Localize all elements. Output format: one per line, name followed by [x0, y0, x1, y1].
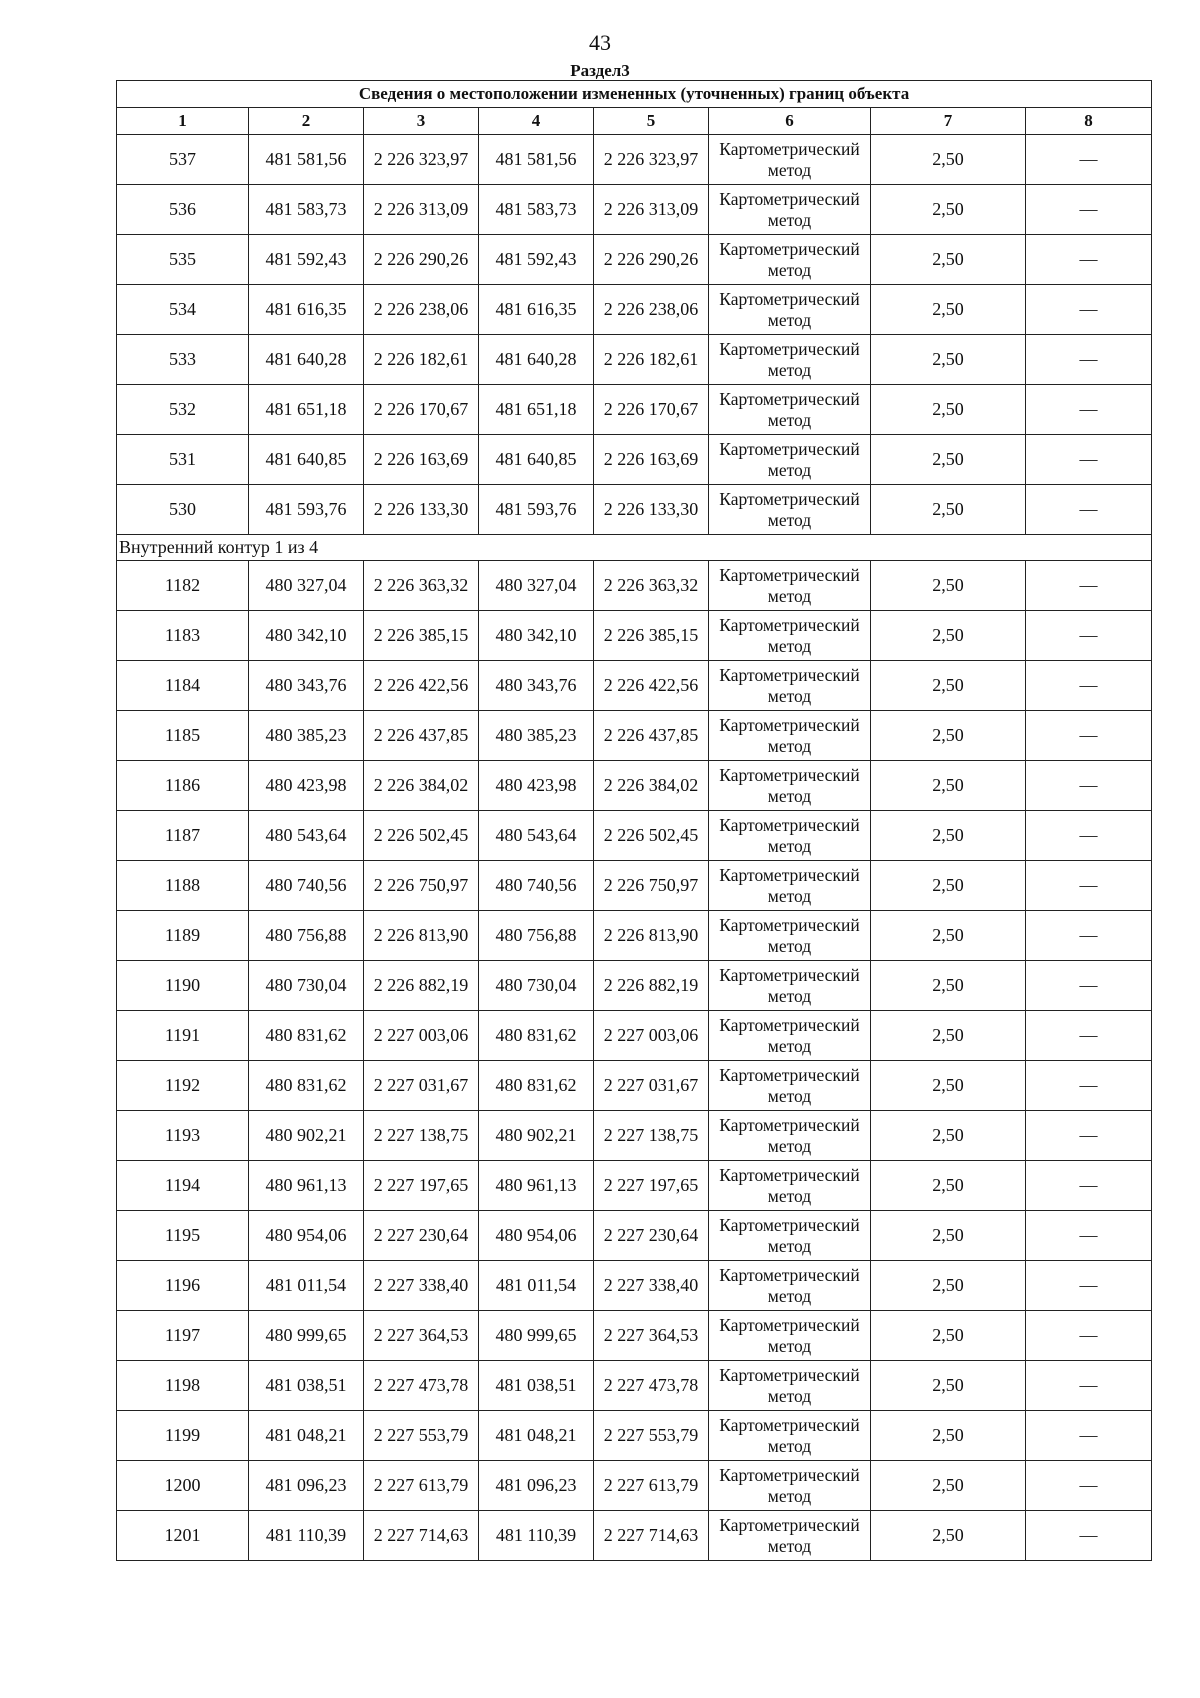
y-existing-cell: 2 226 813,90 [364, 911, 479, 961]
x-new-cell: 481 640,28 [479, 335, 594, 385]
accuracy-cell: 2,50 [871, 561, 1026, 611]
accuracy-cell: 2,50 [871, 661, 1026, 711]
y-new-cell: 2 226 238,06 [594, 285, 709, 335]
description-cell: — [1026, 661, 1152, 711]
description-cell: — [1026, 335, 1152, 385]
method-cell: Картометрический метод [709, 761, 871, 811]
x-existing-cell: 480 831,62 [249, 1061, 364, 1111]
description-cell: — [1026, 561, 1152, 611]
accuracy-cell: 2,50 [871, 1261, 1026, 1311]
description-cell: — [1026, 1211, 1152, 1261]
x-existing-cell: 480 343,76 [249, 661, 364, 711]
table-row [117, 1511, 1152, 1561]
point-number-cell: 1184 [117, 661, 249, 711]
table-caption: Сведения о местоположении измененных (уточненных) границ объекта [117, 81, 1152, 108]
y-existing-cell: 2 227 197,65 [364, 1161, 479, 1211]
method-cell: Картометрический метод [709, 1511, 871, 1561]
x-existing-cell: 480 730,04 [249, 961, 364, 1011]
accuracy-cell: 2,50 [871, 911, 1026, 961]
x-new-cell: 481 616,35 [479, 285, 594, 335]
x-existing-cell: 481 110,39 [249, 1511, 364, 1561]
point-number-cell: 1199 [117, 1411, 249, 1461]
x-existing-cell: 481 592,43 [249, 235, 364, 285]
description-cell: — [1026, 761, 1152, 811]
x-new-cell: 480 954,06 [479, 1211, 594, 1261]
method-cell: Картометрический метод [709, 285, 871, 335]
column-number-row [117, 108, 1152, 135]
method-cell: Картометрический метод [709, 485, 871, 535]
column-number: 2 [249, 108, 364, 135]
x-existing-cell: 481 593,76 [249, 485, 364, 535]
y-existing-cell: 2 227 031,67 [364, 1061, 479, 1111]
x-new-cell: 481 592,43 [479, 235, 594, 285]
point-number-cell: 532 [117, 385, 249, 435]
table-row [117, 135, 1152, 185]
x-existing-cell: 481 096,23 [249, 1461, 364, 1511]
method-cell: Картометрический метод [709, 1411, 871, 1461]
description-cell: — [1026, 385, 1152, 435]
accuracy-cell: 2,50 [871, 611, 1026, 661]
point-number-cell: 534 [117, 285, 249, 335]
x-existing-cell: 480 831,62 [249, 1011, 364, 1061]
column-number: 4 [479, 108, 594, 135]
boundary-table [116, 80, 1152, 1561]
point-number-cell: 1185 [117, 711, 249, 761]
method-cell: Картометрический метод [709, 861, 871, 911]
accuracy-cell: 2,50 [871, 385, 1026, 435]
method-cell: Картометрический метод [709, 335, 871, 385]
method-cell: Картометрический метод [709, 1211, 871, 1261]
point-number-cell: 531 [117, 435, 249, 485]
x-new-cell: 481 048,21 [479, 1411, 594, 1461]
accuracy-cell: 2,50 [871, 285, 1026, 335]
accuracy-cell: 2,50 [871, 811, 1026, 861]
point-number-cell: 1194 [117, 1161, 249, 1211]
x-new-cell: 480 730,04 [479, 961, 594, 1011]
x-existing-cell: 480 961,13 [249, 1161, 364, 1211]
description-cell: — [1026, 235, 1152, 285]
y-existing-cell: 2 226 313,09 [364, 185, 479, 235]
accuracy-cell: 2,50 [871, 861, 1026, 911]
table-body [117, 81, 1152, 1561]
method-cell: Картометрический метод [709, 1011, 871, 1061]
description-cell: — [1026, 711, 1152, 761]
table-row [117, 661, 1152, 711]
y-new-cell: 2 226 385,15 [594, 611, 709, 661]
y-existing-cell: 2 227 714,63 [364, 1511, 479, 1561]
x-new-cell: 480 999,65 [479, 1311, 594, 1361]
x-existing-cell: 480 999,65 [249, 1311, 364, 1361]
y-new-cell: 2 226 363,32 [594, 561, 709, 611]
table-row [117, 911, 1152, 961]
y-new-cell: 2 227 197,65 [594, 1161, 709, 1211]
column-number: 3 [364, 108, 479, 135]
x-existing-cell: 481 581,56 [249, 135, 364, 185]
description-cell: — [1026, 1011, 1152, 1061]
accuracy-cell: 2,50 [871, 435, 1026, 485]
y-new-cell: 2 226 163,69 [594, 435, 709, 485]
x-new-cell: 481 583,73 [479, 185, 594, 235]
y-new-cell: 2 227 364,53 [594, 1311, 709, 1361]
y-existing-cell: 2 226 502,45 [364, 811, 479, 861]
table-row [117, 1061, 1152, 1111]
x-existing-cell: 481 048,21 [249, 1411, 364, 1461]
table-row [117, 561, 1152, 611]
point-number-cell: 1187 [117, 811, 249, 861]
x-existing-cell: 480 902,21 [249, 1111, 364, 1161]
description-cell: — [1026, 485, 1152, 535]
method-cell: Картометрический метод [709, 811, 871, 861]
table-row [117, 1211, 1152, 1261]
description-cell: — [1026, 1411, 1152, 1461]
x-new-cell: 481 096,23 [479, 1461, 594, 1511]
x-new-cell: 480 327,04 [479, 561, 594, 611]
table-row [117, 435, 1152, 485]
accuracy-cell: 2,50 [871, 961, 1026, 1011]
accuracy-cell: 2,50 [871, 1161, 1026, 1211]
point-number-cell: 1201 [117, 1511, 249, 1561]
table-row [117, 711, 1152, 761]
description-cell: — [1026, 611, 1152, 661]
description-cell: — [1026, 135, 1152, 185]
table-row [117, 1111, 1152, 1161]
table-row [117, 861, 1152, 911]
point-number-cell: 1186 [117, 761, 249, 811]
method-cell: Картометрический метод [709, 1061, 871, 1111]
y-new-cell: 2 226 384,02 [594, 761, 709, 811]
y-existing-cell: 2 226 882,19 [364, 961, 479, 1011]
table-row [117, 485, 1152, 535]
y-new-cell: 2 226 502,45 [594, 811, 709, 861]
accuracy-cell: 2,50 [871, 1361, 1026, 1411]
y-new-cell: 2 226 170,67 [594, 385, 709, 435]
method-cell: Картометрический метод [709, 135, 871, 185]
x-existing-cell: 480 385,23 [249, 711, 364, 761]
y-new-cell: 2 227 613,79 [594, 1461, 709, 1511]
accuracy-cell: 2,50 [871, 135, 1026, 185]
y-existing-cell: 2 227 553,79 [364, 1411, 479, 1461]
point-number-cell: 535 [117, 235, 249, 285]
y-new-cell: 2 226 882,19 [594, 961, 709, 1011]
accuracy-cell: 2,50 [871, 1061, 1026, 1111]
y-existing-cell: 2 227 230,64 [364, 1211, 479, 1261]
method-cell: Картометрический метод [709, 561, 871, 611]
point-number-cell: 536 [117, 185, 249, 235]
method-cell: Картометрический метод [709, 611, 871, 661]
point-number-cell: 1191 [117, 1011, 249, 1061]
y-new-cell: 2 226 133,30 [594, 485, 709, 535]
y-existing-cell: 2 226 133,30 [364, 485, 479, 535]
method-cell: Картометрический метод [709, 1461, 871, 1511]
x-existing-cell: 481 583,73 [249, 185, 364, 235]
y-new-cell: 2 227 138,75 [594, 1111, 709, 1161]
y-existing-cell: 2 226 437,85 [364, 711, 479, 761]
x-existing-cell: 481 011,54 [249, 1261, 364, 1311]
table-row [117, 811, 1152, 861]
x-new-cell: 481 640,85 [479, 435, 594, 485]
y-existing-cell: 2 227 138,75 [364, 1111, 479, 1161]
point-number-cell: 1195 [117, 1211, 249, 1261]
description-cell: — [1026, 185, 1152, 235]
y-existing-cell: 2 226 238,06 [364, 285, 479, 335]
x-new-cell: 480 385,23 [479, 711, 594, 761]
accuracy-cell: 2,50 [871, 1211, 1026, 1261]
x-new-cell: 481 651,18 [479, 385, 594, 435]
description-cell: — [1026, 1061, 1152, 1111]
y-new-cell: 2 226 313,09 [594, 185, 709, 235]
point-number-cell: 530 [117, 485, 249, 535]
column-number: 8 [1026, 108, 1152, 135]
y-new-cell: 2 226 290,26 [594, 235, 709, 285]
point-number-cell: 1188 [117, 861, 249, 911]
description-cell: — [1026, 435, 1152, 485]
description-cell: — [1026, 1261, 1152, 1311]
point-number-cell: 1200 [117, 1461, 249, 1511]
x-new-cell: 481 593,76 [479, 485, 594, 535]
column-number: 5 [594, 108, 709, 135]
point-number-cell: 1193 [117, 1111, 249, 1161]
x-new-cell: 480 342,10 [479, 611, 594, 661]
point-number-cell: 1197 [117, 1311, 249, 1361]
description-cell: — [1026, 861, 1152, 911]
table-row [117, 285, 1152, 335]
description-cell: — [1026, 1311, 1152, 1361]
point-number-cell: 1189 [117, 911, 249, 961]
description-cell: — [1026, 285, 1152, 335]
method-cell: Картометрический метод [709, 711, 871, 761]
method-cell: Картометрический метод [709, 1311, 871, 1361]
x-existing-cell: 480 327,04 [249, 561, 364, 611]
table-row [117, 1361, 1152, 1411]
y-new-cell: 2 227 473,78 [594, 1361, 709, 1411]
x-new-cell: 480 831,62 [479, 1061, 594, 1111]
description-cell: — [1026, 961, 1152, 1011]
x-existing-cell: 481 616,35 [249, 285, 364, 335]
accuracy-cell: 2,50 [871, 485, 1026, 535]
accuracy-cell: 2,50 [871, 1461, 1026, 1511]
y-existing-cell: 2 226 323,97 [364, 135, 479, 185]
x-new-cell: 480 902,21 [479, 1111, 594, 1161]
point-number-cell: 1183 [117, 611, 249, 661]
x-existing-cell: 481 651,18 [249, 385, 364, 435]
accuracy-cell: 2,50 [871, 1511, 1026, 1561]
accuracy-cell: 2,50 [871, 711, 1026, 761]
table-row [117, 1311, 1152, 1361]
accuracy-cell: 2,50 [871, 1411, 1026, 1461]
table-row [117, 235, 1152, 285]
y-existing-cell: 2 226 384,02 [364, 761, 479, 811]
point-number-cell: 1190 [117, 961, 249, 1011]
y-new-cell: 2 227 714,63 [594, 1511, 709, 1561]
y-new-cell: 2 227 031,67 [594, 1061, 709, 1111]
y-existing-cell: 2 226 385,15 [364, 611, 479, 661]
method-cell: Картометрический метод [709, 435, 871, 485]
point-number-cell: 533 [117, 335, 249, 385]
table-row [117, 761, 1152, 811]
method-cell: Картометрический метод [709, 1261, 871, 1311]
table-row [117, 1161, 1152, 1211]
y-existing-cell: 2 227 003,06 [364, 1011, 479, 1061]
table-row [117, 335, 1152, 385]
column-number: 7 [871, 108, 1026, 135]
y-new-cell: 2 226 750,97 [594, 861, 709, 911]
table-row [117, 611, 1152, 661]
accuracy-cell: 2,50 [871, 1311, 1026, 1361]
table-row [117, 1011, 1152, 1061]
method-cell: Картометрический метод [709, 185, 871, 235]
contour-label: Внутренний контур 1 из 4 [117, 535, 1152, 561]
method-cell: Картометрический метод [709, 235, 871, 285]
point-number-cell: 1198 [117, 1361, 249, 1411]
x-new-cell: 481 110,39 [479, 1511, 594, 1561]
y-existing-cell: 2 226 290,26 [364, 235, 479, 285]
y-existing-cell: 2 227 364,53 [364, 1311, 479, 1361]
x-new-cell: 480 831,62 [479, 1011, 594, 1061]
description-cell: — [1026, 1461, 1152, 1511]
table-row [117, 385, 1152, 435]
x-existing-cell: 480 423,98 [249, 761, 364, 811]
column-number: 1 [117, 108, 249, 135]
x-new-cell: 480 543,64 [479, 811, 594, 861]
accuracy-cell: 2,50 [871, 761, 1026, 811]
y-existing-cell: 2 226 750,97 [364, 861, 479, 911]
method-cell: Картометрический метод [709, 1111, 871, 1161]
y-new-cell: 2 226 323,97 [594, 135, 709, 185]
y-existing-cell: 2 226 170,67 [364, 385, 479, 435]
x-existing-cell: 480 756,88 [249, 911, 364, 961]
y-new-cell: 2 226 813,90 [594, 911, 709, 961]
x-existing-cell: 480 954,06 [249, 1211, 364, 1261]
y-existing-cell: 2 226 182,61 [364, 335, 479, 385]
y-new-cell: 2 226 422,56 [594, 661, 709, 711]
y-existing-cell: 2 226 422,56 [364, 661, 479, 711]
y-existing-cell: 2 227 338,40 [364, 1261, 479, 1311]
accuracy-cell: 2,50 [871, 1111, 1026, 1161]
x-new-cell: 480 740,56 [479, 861, 594, 911]
y-new-cell: 2 227 338,40 [594, 1261, 709, 1311]
description-cell: — [1026, 1111, 1152, 1161]
table-row [117, 185, 1152, 235]
y-new-cell: 2 227 553,79 [594, 1411, 709, 1461]
accuracy-cell: 2,50 [871, 1011, 1026, 1061]
point-number-cell: 537 [117, 135, 249, 185]
x-new-cell: 480 961,13 [479, 1161, 594, 1211]
description-cell: — [1026, 1161, 1152, 1211]
accuracy-cell: 2,50 [871, 185, 1026, 235]
y-existing-cell: 2 227 473,78 [364, 1361, 479, 1411]
page-number: 43 [589, 30, 611, 55]
contour-row [117, 535, 1152, 561]
table-row [117, 1411, 1152, 1461]
point-number-cell: 1196 [117, 1261, 249, 1311]
point-number-cell: 1192 [117, 1061, 249, 1111]
x-existing-cell: 480 543,64 [249, 811, 364, 861]
x-new-cell: 481 038,51 [479, 1361, 594, 1411]
x-new-cell: 481 011,54 [479, 1261, 594, 1311]
y-existing-cell: 2 226 163,69 [364, 435, 479, 485]
x-existing-cell: 481 640,85 [249, 435, 364, 485]
x-new-cell: 480 423,98 [479, 761, 594, 811]
description-cell: — [1026, 811, 1152, 861]
x-new-cell: 480 343,76 [479, 661, 594, 711]
x-existing-cell: 480 342,10 [249, 611, 364, 661]
accuracy-cell: 2,50 [871, 335, 1026, 385]
method-cell: Картометрический метод [709, 911, 871, 961]
y-existing-cell: 2 226 363,32 [364, 561, 479, 611]
table-row [117, 1261, 1152, 1311]
x-existing-cell: 481 640,28 [249, 335, 364, 385]
description-cell: — [1026, 1361, 1152, 1411]
y-existing-cell: 2 227 613,79 [364, 1461, 479, 1511]
y-new-cell: 2 226 182,61 [594, 335, 709, 385]
point-number-cell: 1182 [117, 561, 249, 611]
x-existing-cell: 480 740,56 [249, 861, 364, 911]
section-title: Раздел3 [570, 61, 630, 80]
description-cell: — [1026, 1511, 1152, 1561]
y-new-cell: 2 226 437,85 [594, 711, 709, 761]
y-new-cell: 2 227 230,64 [594, 1211, 709, 1261]
method-cell: Картометрический метод [709, 961, 871, 1011]
accuracy-cell: 2,50 [871, 235, 1026, 285]
method-cell: Картометрический метод [709, 661, 871, 711]
y-new-cell: 2 227 003,06 [594, 1011, 709, 1061]
method-cell: Картометрический метод [709, 1161, 871, 1211]
table-caption-row [117, 81, 1152, 108]
method-cell: Картометрический метод [709, 385, 871, 435]
column-number: 6 [709, 108, 871, 135]
table-row [117, 961, 1152, 1011]
x-new-cell: 480 756,88 [479, 911, 594, 961]
method-cell: Картометрический метод [709, 1361, 871, 1411]
x-new-cell: 481 581,56 [479, 135, 594, 185]
table-row [117, 1461, 1152, 1511]
x-existing-cell: 481 038,51 [249, 1361, 364, 1411]
description-cell: — [1026, 911, 1152, 961]
